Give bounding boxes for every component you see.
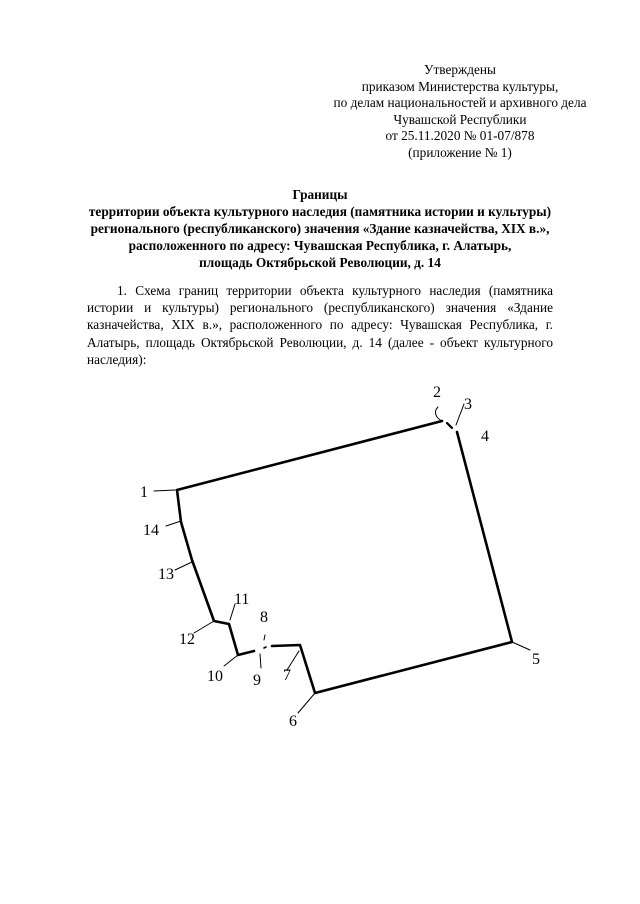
leader-line — [298, 693, 315, 713]
point-label: 2 — [433, 384, 441, 401]
point-label: 7 — [283, 667, 291, 684]
heading-line: Границы — [292, 187, 348, 202]
approval-line: Утверждены — [424, 62, 496, 77]
point-label: 8 — [260, 609, 268, 626]
point-label: 1 — [140, 484, 148, 501]
paragraph-text: 1. Схема границ территории объекта культурного наследия (памятника истории и культуры) регионального (республиканского) значения «Здание казначейства, XIX в.», расположенного по адресу: Чувашская Республика, г. Алатырь, площадь Октябрьской Революции, д. 14 (далее - объект культурного наследия): — [87, 283, 553, 367]
point-label: 11 — [234, 591, 250, 608]
leader-line — [166, 521, 181, 526]
leader-line — [435, 407, 442, 421]
boundary-line — [447, 423, 452, 428]
leader-line — [224, 655, 238, 666]
leader-line — [194, 621, 214, 633]
heading-line: расположенного по адресу: Чувашская Республика, г. Алатырь, — [128, 238, 512, 253]
point-label: 6 — [289, 713, 297, 730]
leader-line — [260, 654, 261, 668]
point-label: 9 — [253, 672, 261, 689]
boundary-line — [177, 421, 442, 490]
approval-line: приказом Министерства культуры, — [361, 78, 559, 94]
leader-line — [512, 642, 530, 650]
leader-line — [154, 490, 175, 491]
leader-line — [456, 404, 464, 425]
approval-line: по делам национальностей и архивного дела — [333, 95, 587, 111]
boundary-line — [264, 647, 266, 648]
point-label: 14 — [143, 522, 159, 539]
heading-line: территории объекта культурного наследия (памятника истории и культуры) — [88, 204, 552, 219]
boundary-line — [272, 432, 512, 693]
point-label: 4 — [481, 428, 489, 445]
heading-line: регионального (республиканского) значения «Здание казначейства, XIX в.», — [90, 221, 550, 236]
leader-line — [175, 562, 192, 570]
leader-line — [264, 635, 265, 640]
point-label: 12 — [179, 631, 195, 648]
point-label: 5 — [532, 651, 540, 668]
heading-line: площадь Октябрьской Революции, д. 14 — [199, 255, 441, 270]
point-label: 3 — [464, 396, 472, 413]
approval-line: от 25.11.2020 № 01-07/878 — [385, 128, 535, 144]
approval-line: (приложение № 1) — [408, 144, 512, 160]
approval-line: Чувашской Республики — [393, 111, 527, 127]
point-label: 10 — [207, 668, 223, 685]
point-label: 13 — [158, 566, 174, 583]
